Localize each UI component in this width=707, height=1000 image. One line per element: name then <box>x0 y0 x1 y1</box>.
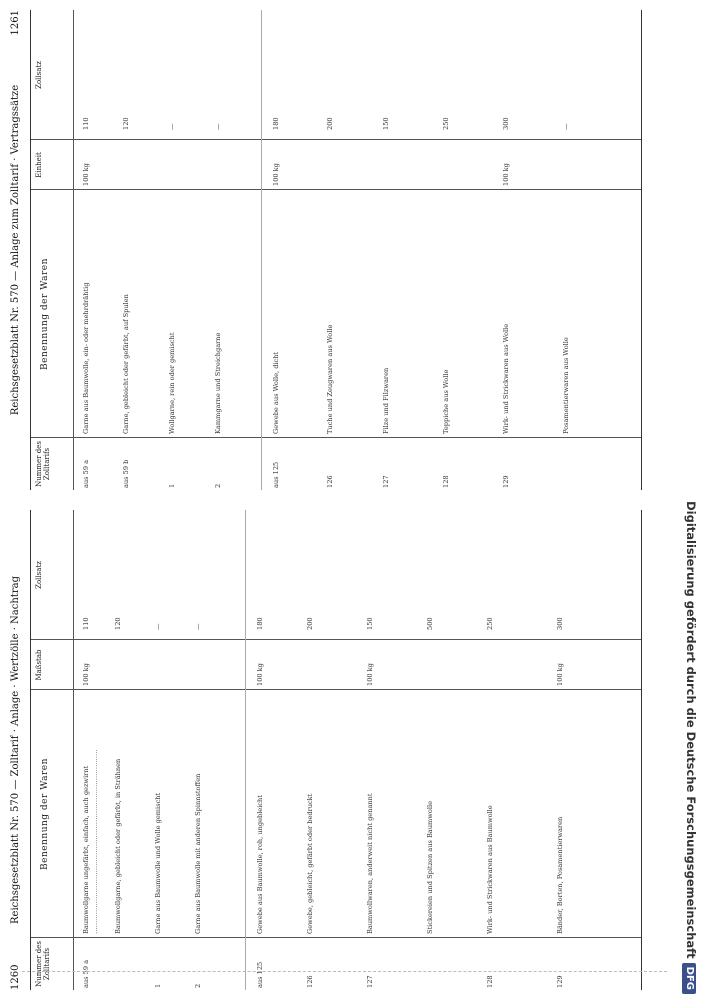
right-row-number: aus 59 a <box>82 459 90 488</box>
left-row-unit: 100 kg <box>366 663 374 686</box>
page-edge-line <box>22 971 667 972</box>
right-row-rate: — <box>214 123 222 130</box>
left-page-number: 1260 <box>10 964 21 990</box>
left-row-number: aus 125 <box>256 961 264 988</box>
left-row-description: Gewebe, gebleicht, gefärbt oder bedruckt <box>306 793 314 934</box>
right-row-unit: 100 kg <box>82 163 90 186</box>
left-row-description: Garne aus Baumwolle und Wolle gemischt <box>154 792 162 934</box>
right-row-rate: 300 <box>502 117 510 130</box>
left-row-description: Bänder, Borten, Posamentierwaren <box>556 816 564 934</box>
right-page-header <box>10 10 26 490</box>
right-row-description: Garne, gebleicht oder gefärbt, auf Spulen <box>122 294 130 434</box>
right-row-rate: 110 <box>82 117 90 130</box>
left-row-unit: 100 kg <box>256 663 264 686</box>
left-row-number: 1 <box>154 983 162 988</box>
left-row-description: Stickereien und Spitzen aus Baumwolle <box>426 801 434 934</box>
right-row-description: Filze und Filzwaren <box>382 367 390 434</box>
left-col-number-header: Nummer des Zolltarifs <box>35 941 51 987</box>
right-row-unit: 100 kg <box>272 163 280 186</box>
right-table <box>30 10 642 490</box>
left-row-number: 128 <box>486 975 494 988</box>
right-row-rate: 150 <box>382 117 390 130</box>
right-col-rate-header: Zollsatz <box>35 61 43 89</box>
right-row-rate: 250 <box>442 117 450 130</box>
left-row-rate: 250 <box>486 617 494 630</box>
left-row-unit: 100 kg <box>82 663 90 686</box>
right-row-description: Tuche und Zeugwaren aus Wolle <box>326 324 334 434</box>
left-col-description-header: Benennung der Waren <box>40 758 50 870</box>
left-row-rate: — <box>194 623 202 630</box>
right-row-description: Posamentierwaren aus Wolle <box>562 337 570 434</box>
left-row-rate: — <box>154 623 162 630</box>
right-row-description: Wollgarne, rein oder gemischt <box>168 332 176 434</box>
right-row-description: Garne aus Baumwolle, ein- oder mehrdrähtig <box>82 282 90 434</box>
right-row-rate: 200 <box>326 117 334 130</box>
left-row-description: Baumwollgarne ungefärbt, einfach, auch gezwirnt <box>82 765 90 934</box>
left-row-description: Garne aus Baumwolle mit anderen Spinnstoffen <box>194 773 202 934</box>
right-row-number: 126 <box>326 475 334 488</box>
left-table: Nummer des Zolltarifs Benennung der Waren Maßstab Zollsatz aus 59 a Baumwollgarne ungefärbt, einfach, auch gezwirnt 100 kg 110 ………………………………………………………………………… Baumwollgarne, gebleicht oder gefärbt, in Strähnen 120 1 Garne aus Baumwolle und Wolle gemischt — 2 Garne aus Baumwolle mit anderen Spinnstoffen — aus 125 Gewebe aus Baumwolle, roh, ungebleicht 100 kg 180 126 Gewebe, gebleicht, gefärbt oder bedruckt 200 127 Baumwollwaren, anderweit nicht genannt 100 kg 150 Stickereien und Spitzen aus Baumwolle 500 128 Wirk- und Strickwaren aus Baumwolle 250 129 Bänder, Borten, Posamentierwaren 100 kg 300 <box>30 510 642 990</box>
right-row-description: Gewebe aus Wolle, dicht <box>272 351 280 434</box>
right-row-rate: — <box>168 123 176 130</box>
left-row-description: Baumwollwaren, anderweit nicht genannt <box>366 793 374 934</box>
right-row-rate: 180 <box>272 117 280 130</box>
left-page <box>0 500 660 1000</box>
right-col-number-header: Nummer des Zolltarifs <box>35 441 51 487</box>
left-page-header <box>10 510 26 990</box>
left-row-number: 129 <box>556 975 564 988</box>
left-row-unit: 100 kg <box>556 663 564 686</box>
right-page <box>0 0 660 500</box>
left-row-number: 127 <box>366 975 374 988</box>
right-row-number: 129 <box>502 475 510 488</box>
right-page-title: Reichsgesetzblatt Nr. 570 — Anlage zum Zolltarif · Vertragssätze <box>10 84 21 416</box>
right-page-number: 1261 <box>10 10 21 36</box>
left-page-title: Reichsgesetzblatt Nr. 570 — Zolltarif · Anlage · Wertzölle · Nachtrag <box>10 576 21 924</box>
right-row-description: Wirk- und Strickwaren aus Wolle <box>502 323 510 434</box>
left-row-number: 2 <box>194 983 202 988</box>
left-row-rate: 180 <box>256 617 264 630</box>
left-row-description: Gewebe aus Baumwolle, roh, ungebleicht <box>256 795 264 934</box>
right-col-unit-header: Einheit <box>35 152 43 178</box>
right-row-number: 128 <box>442 475 450 488</box>
left-row-number: aus 59 a <box>82 959 90 988</box>
right-row-number: 2 <box>214 483 222 488</box>
left-row-rate: 120 <box>114 617 122 630</box>
left-col-rate-header: Zollsatz <box>35 561 43 589</box>
left-row-description: Wirk- und Strickwaren aus Baumwolle <box>486 805 494 934</box>
right-row-rate: 120 <box>122 117 130 130</box>
watermark-text: Digitalisierung gefördert durch die Deutsche Forschungsgemeinschaft <box>684 501 698 959</box>
left-row-number: 126 <box>306 975 314 988</box>
left-row-rate: 200 <box>306 617 314 630</box>
left-row-rate: 500 <box>426 617 434 630</box>
right-row-unit: 100 kg <box>502 163 510 186</box>
right-row-number: aus 125 <box>272 461 280 488</box>
right-row-number: 127 <box>382 475 390 488</box>
right-row-description: Kammgarne und Streichgarne <box>214 332 222 434</box>
dfg-logo-badge: DFG <box>682 963 696 994</box>
right-row-number: aus 59 b <box>122 459 130 488</box>
left-row-rate: 300 <box>556 617 564 630</box>
right-row-number: 1 <box>168 483 176 488</box>
right-col-description-header: Benennung der Waren <box>40 258 50 370</box>
right-row-description: Teppiche aus Wolle <box>442 369 450 434</box>
left-row-rate: 110 <box>82 617 90 630</box>
right-row-rate: — <box>562 123 570 130</box>
left-col-unit-header: Maßstab <box>35 649 43 681</box>
left-row-rate: 150 <box>366 617 374 630</box>
left-row-description: Baumwollgarne, gebleicht oder gefärbt, in Strähnen <box>114 758 122 934</box>
dfg-watermark <box>680 6 702 994</box>
